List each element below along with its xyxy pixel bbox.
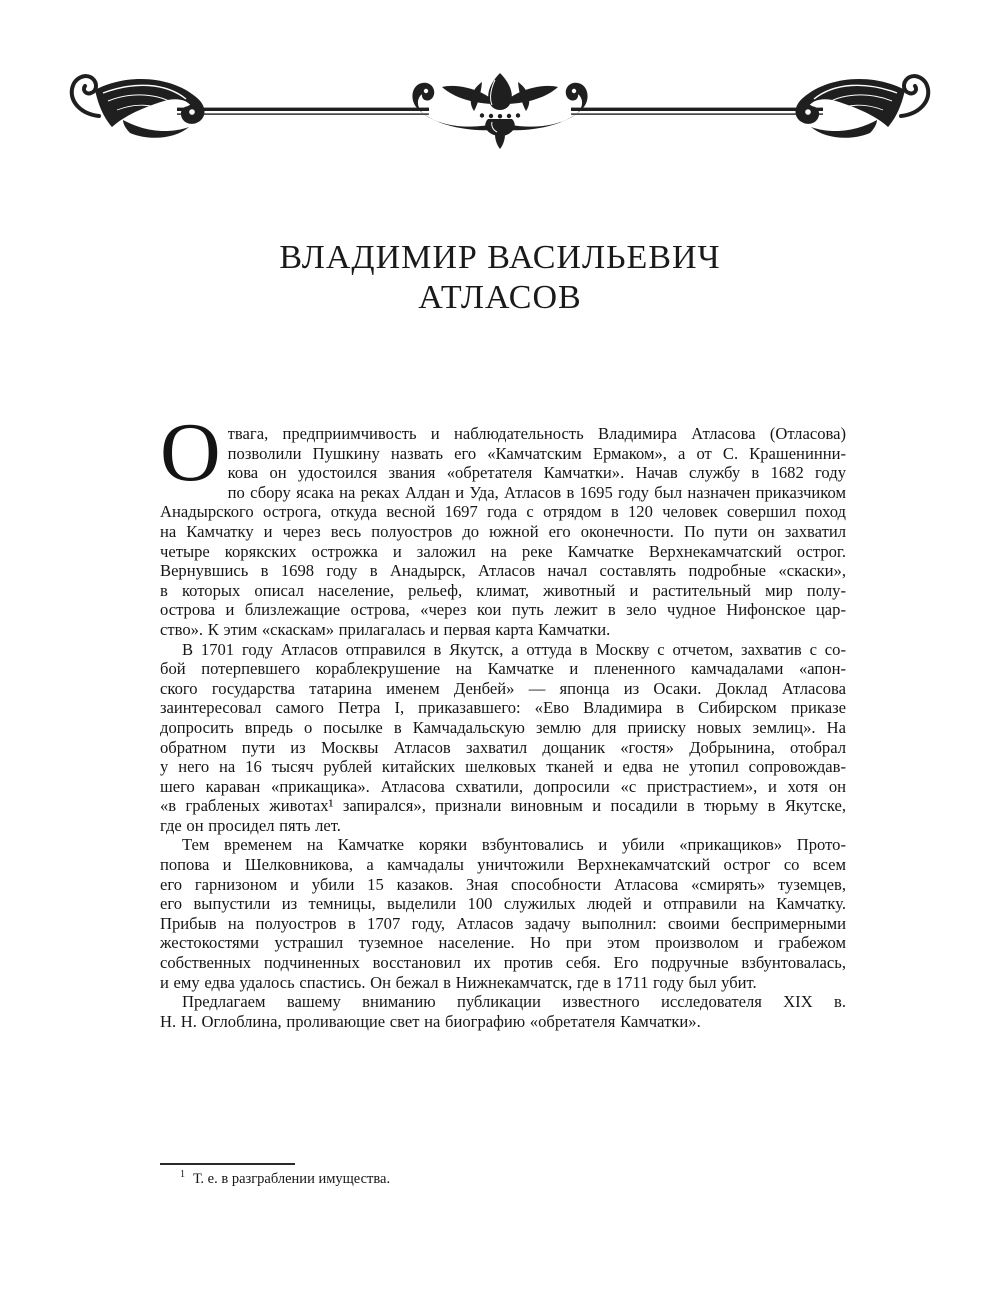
paragraph xyxy=(160,406,846,640)
text-line: «в грабленых животах¹ запирался», признали виновным и посадили в тюрьму в Якутске, xyxy=(160,796,846,816)
text-line: и ему едва удалось спастись. Он бежал в Нижнекамчатск, где в 1711 году был убит. xyxy=(160,972,757,992)
text-line: собственных подчиненных восстановил их против себя. Его подручные взбунтовалась, xyxy=(160,953,846,973)
paragraph xyxy=(160,835,846,992)
floral-divider-ornament xyxy=(65,70,935,150)
text-line: позволили Пушкину назвать его «Камчатским Ермаком», а от С. Крашенинни- xyxy=(227,443,846,463)
drop-cap: О xyxy=(160,406,221,499)
text-line: жестокостями устрашил туземное население. Но при этом произволом и грабежом xyxy=(160,933,846,953)
footnote-marker: 1 xyxy=(180,1169,185,1181)
text-line: твага, предприимчивость и наблюдательность Владимира Атласова (Отласова) xyxy=(227,424,846,443)
text-line: Н. Н. Оглоблина, проливающие свет на биографию «обретателя Камчатки». xyxy=(160,1011,701,1031)
text-line: четыре корякских острожка и заложил на реке Камчатке Верхнекамчатский острог. xyxy=(160,541,846,561)
text-line: шего караван «прикащика». Атласова схватили, допросили «с пристрастием», и хотя он xyxy=(160,776,846,796)
footnote-rule xyxy=(160,1163,295,1165)
text-line: попова и Шелковникова, а камчадалы уничтожили Верхнекамчатский острог со всем xyxy=(160,855,846,875)
text-line: ство». К этим «скаскам» прилагалась и первая карта Камчатки. xyxy=(160,619,611,639)
footnote-text: Т. е. в разграблении имущества. xyxy=(193,1171,391,1187)
text-line: Прибыв на полуостров в 1707 году, Атласов задачу выполнил: своими беспримерными xyxy=(160,913,846,933)
text-line: Тем временем на Камчатке коряки взбунтовались и убили «прикащиков» Прото- xyxy=(182,835,846,855)
title-line-1: ВЛАДИМИР ВАСИЛЬЕВИЧ xyxy=(279,239,721,276)
text-line: кова он удостоился звания «обретателя Камчатки». Начав службу в 1682 году xyxy=(227,463,846,483)
text-line: по сбору ясака на реках Алдан и Уда, Атласов в 1695 году был назначен приказчиком xyxy=(227,482,846,502)
text-line: бой потерпевшего кораблекрушение на Камчатке и плененного камчадалами «апон- xyxy=(160,659,846,679)
text-line: заинтересовал самого Петра I, приказавшего: «Ево Владимира в Сибирском приказе xyxy=(160,698,846,718)
text-line: в которых описал население, рельеф, климат, животный и растительный мир полу- xyxy=(160,580,846,600)
text-line: где он просидел пять лет. xyxy=(160,815,341,835)
text-line: В 1701 году Атласов отправился в Якутск, а оттуда в Москву с отчетом, захватив с со- xyxy=(182,639,846,659)
text-line: Вернувшись в 1698 году в Анадырск, Атласов начал составлять подробные «скаски», xyxy=(160,561,846,581)
paragraph xyxy=(160,640,846,836)
text-line: у него на 16 тысяч рублей китайских шелковых тканей и едва не утопил сопровождав- xyxy=(160,757,846,777)
text-line: допросить впредь о посылке в Камчадальскую землю для прииску новых землиц». На xyxy=(160,717,846,737)
text-line: Анадырского острога, откуда весной 1697 года с отрядом в 120 человек совершил поход xyxy=(160,502,846,522)
body-paragraphs xyxy=(160,406,846,1031)
text-line: Предлагаем вашему вниманию публикации известного исследователя XIX в. xyxy=(182,992,846,1012)
title-line-2: АТЛАСОВ xyxy=(418,279,582,316)
footnote xyxy=(160,1170,846,1188)
text-line: на Камчатку и через весь полуостров до южной его оконечности. По пути он захватил xyxy=(160,521,846,541)
text-line: его выпустили из темницы, выделили 100 служилых людей и отправили на Камчатку. xyxy=(160,894,846,914)
page-title xyxy=(80,238,920,318)
text-line: обратном пути из Москвы Атласов захватил дощаник «гостя» Добрынина, отобрал xyxy=(160,737,846,757)
text-line: ского государства татарина именем Денбей» — японца из Осаки. Доклад Атласова xyxy=(160,678,846,698)
text-line: его гарнизоном и убили 15 казаков. Зная способности Атласова «смирять» туземцев, xyxy=(160,874,846,894)
paragraph xyxy=(160,992,846,1031)
text-line: острова и близлежащие острова, «через кои путь лежит в зело чудное Нифонское цар- xyxy=(160,600,846,620)
